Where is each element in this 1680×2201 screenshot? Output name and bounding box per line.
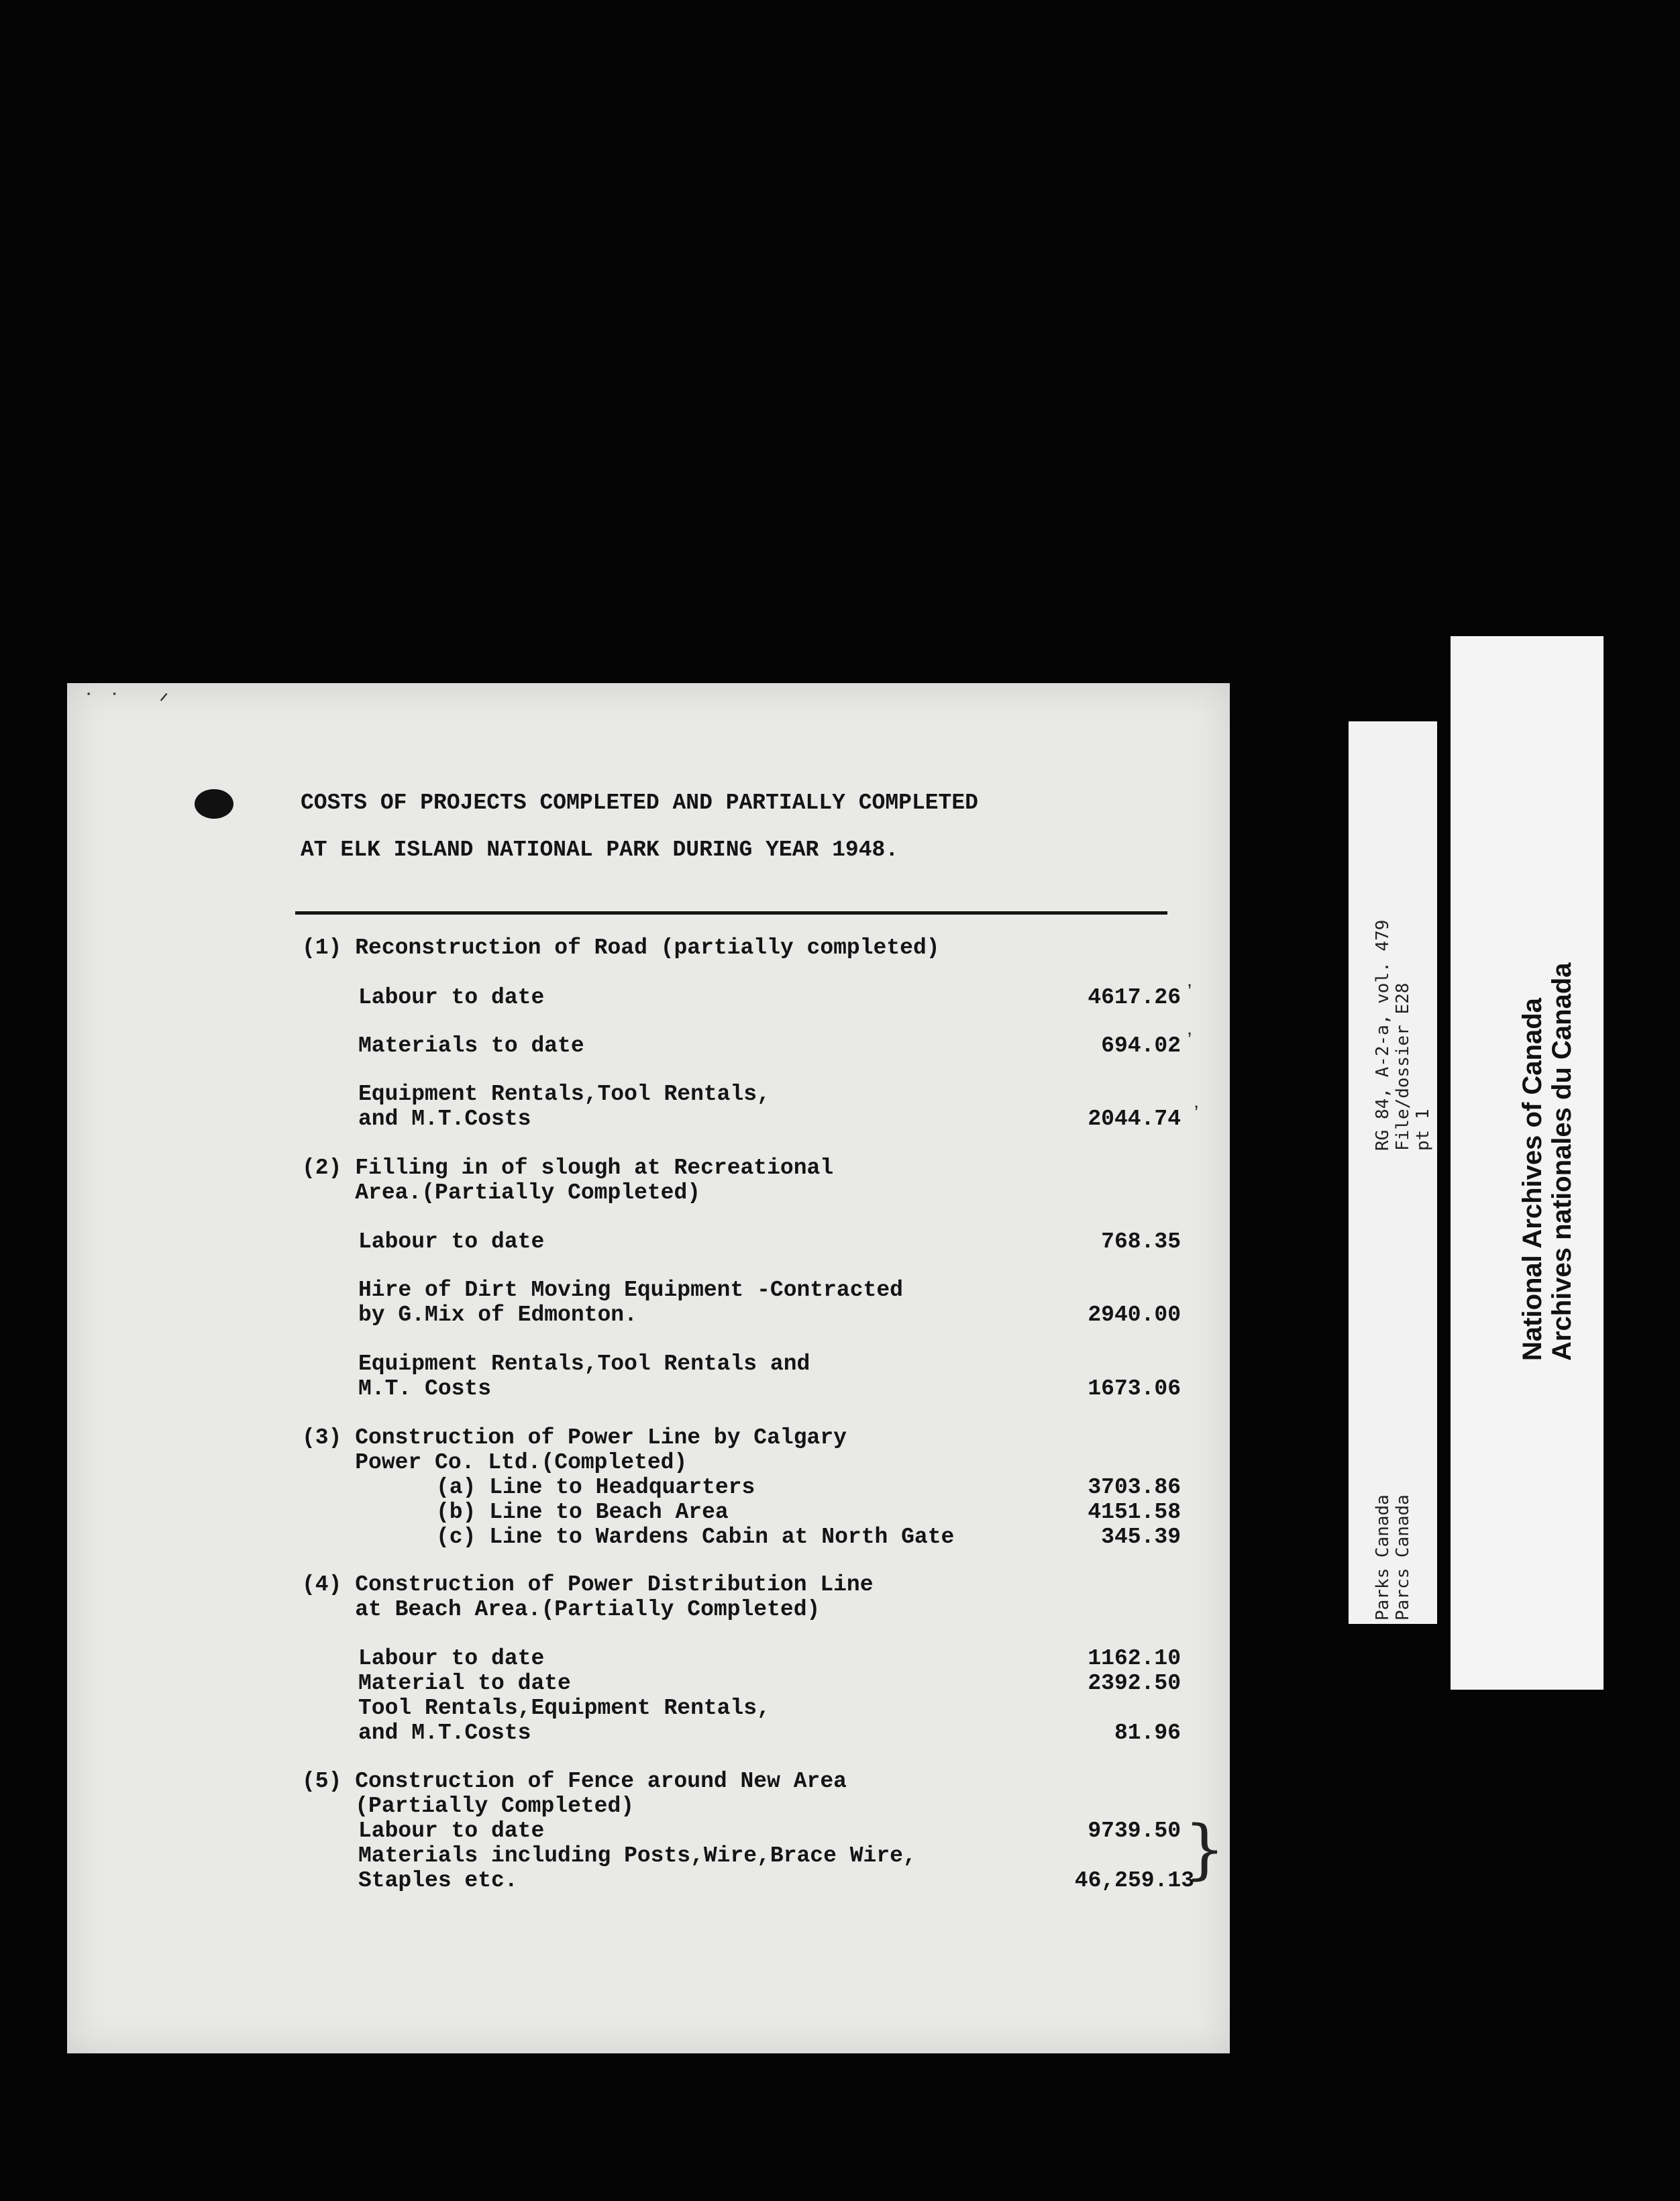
section-4-item-1-amount: 1162.10 xyxy=(1088,1646,1181,1671)
reference-line-1: RG 84, A-2-a, vol. 479 xyxy=(1373,919,1393,1151)
agency-line-1: Parks Canada xyxy=(1373,1494,1393,1621)
section-1-heading: (1) Reconstruction of Road (partially completed) xyxy=(302,935,940,960)
title-line-2: AT ELK ISLAND NATIONAL PARK DURING YEAR 1948. xyxy=(301,837,899,862)
section-3-heading: (3) Construction of Power Line by Calgary Power Co. Ltd.(Completed) xyxy=(302,1425,847,1475)
section-5-heading: (5) Construction of Fence around New Area (Partially Completed) xyxy=(302,1769,847,1819)
check-mark: ʼ xyxy=(1184,1031,1196,1054)
corner-marks: ˙˙ ᐟ xyxy=(82,691,181,717)
reference-line-2: File/dossier E28 xyxy=(1393,982,1413,1151)
section-4-item-3-amount: 81.96 xyxy=(1114,1721,1181,1745)
section-1-item-2-amount: 694.02 xyxy=(1101,1033,1181,1058)
section-2-heading: (2) Filling in of slough at Recreational Area.(Partially Completed) xyxy=(302,1156,834,1205)
section-3-item-b-amount: 4151.58 xyxy=(1088,1500,1181,1525)
brace-mark: } xyxy=(1184,1812,1226,1887)
section-4-heading: (4) Construction of Power Distribution Line at Beach Area.(Partially Completed) xyxy=(302,1572,874,1622)
section-2-item-2-amount: 2940.00 xyxy=(1088,1302,1181,1327)
section-4-item-2-label: Material to date xyxy=(358,1671,571,1696)
section-4-item-3-label: Tool Rentals,Equipment Rentals, and M.T.Costs xyxy=(358,1696,770,1745)
section-1-item-1-label: Labour to date xyxy=(358,985,545,1010)
reference-line-3: pt 1 xyxy=(1413,1109,1433,1151)
section-3-item-c-label: (c) Line to Wardens Cabin at North Gate xyxy=(436,1525,955,1549)
title-rule xyxy=(295,911,1167,915)
section-2-item-2-label: Hire of Dirt Moving Equipment -Contracted by G.Mix of Edmonton. xyxy=(358,1278,903,1327)
section-4-item-1-label: Labour to date xyxy=(358,1646,545,1671)
section-3-item-a-amount: 3703.86 xyxy=(1088,1475,1181,1500)
section-2-item-1-amount: 768.35 xyxy=(1101,1229,1181,1254)
section-5-item-2-amount: 46,259.13 xyxy=(1074,1868,1194,1893)
section-2-item-3-label: Equipment Rentals,Tool Rentals and M.T. Costs xyxy=(358,1351,810,1401)
title-line-1: COSTS OF PROJECTS COMPLETED AND PARTIALLY COMPLETED xyxy=(301,790,978,815)
archives-name-english: National Archives of Canada xyxy=(1518,998,1547,1361)
check-mark: ʼ xyxy=(1190,1104,1203,1127)
archive-reference-label xyxy=(1349,721,1437,1624)
section-5-item-2-label: Materials including Posts,Wire,Brace Wire, Staples etc. xyxy=(358,1843,916,1893)
section-5-item-1-amount: 9739.50 xyxy=(1088,1819,1181,1843)
archives-name-french: Archives nationales du Canada xyxy=(1547,962,1577,1361)
national-archives-label xyxy=(1451,636,1604,1690)
section-4-item-2-amount: 2392.50 xyxy=(1088,1671,1181,1696)
agency-line-2: Parcs Canada xyxy=(1393,1494,1413,1621)
section-3-item-a-label: (a) Line to Headquarters xyxy=(436,1475,755,1500)
section-2-item-1-label: Labour to date xyxy=(358,1229,545,1254)
section-3-item-b-label: (b) Line to Beach Area xyxy=(436,1500,729,1525)
section-1-item-3-amount: 2044.74 xyxy=(1088,1107,1181,1131)
check-mark: ʼ xyxy=(1184,982,1196,1005)
section-1-item-3-label: Equipment Rentals,Tool Rentals, and M.T.Costs xyxy=(358,1082,770,1131)
section-5-item-1-label: Labour to date xyxy=(358,1819,545,1843)
section-3-item-c-amount: 345.39 xyxy=(1101,1525,1181,1549)
ink-blot xyxy=(195,789,233,819)
section-2-item-3-amount: 1673.06 xyxy=(1088,1376,1181,1401)
section-1-item-1-amount: 4617.26 xyxy=(1088,985,1181,1010)
document-page xyxy=(67,683,1230,2053)
section-1-item-2-label: Materials to date xyxy=(358,1033,584,1058)
